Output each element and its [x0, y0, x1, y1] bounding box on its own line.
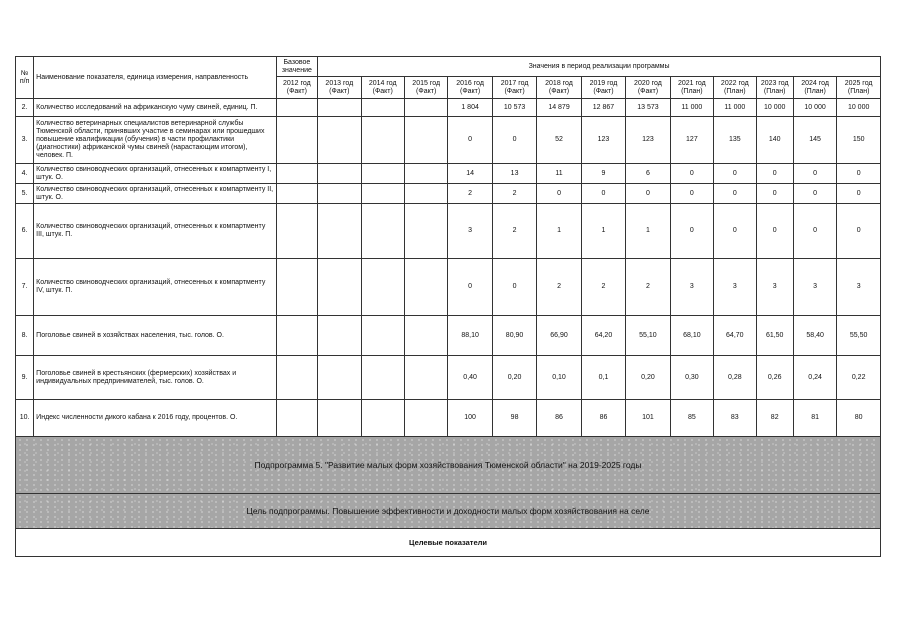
header-year: 2019 год (Факт) [581, 77, 625, 99]
targets-label: Целевые показатели [16, 529, 881, 557]
value-cell: 0,1 [581, 356, 625, 400]
value-cell: 0 [714, 184, 756, 204]
table-row [16, 400, 881, 437]
empty-cell [318, 400, 361, 437]
value-cell: 3 [670, 259, 713, 316]
value-cell: 0 [670, 184, 713, 204]
value-cell: 10 573 [492, 99, 536, 117]
empty-cell [404, 259, 447, 316]
header-year: 2023 год (План) [756, 77, 793, 99]
row-number: 2. [16, 99, 34, 117]
value-cell: 83 [714, 400, 756, 437]
empty-cell [361, 184, 404, 204]
value-cell: 1 [626, 204, 670, 259]
value-cell: 13 [492, 164, 536, 184]
header-year: 2020 год (Факт) [626, 77, 670, 99]
value-cell: 9 [581, 164, 625, 184]
header-year: 2013 год (Факт) [318, 77, 361, 99]
row-indicator-name: Количество ветеринарных специалистов ветеринарной службы Тюменской области, принявших участие в семинарах или прошедших повышение квалификации (обучения) в части профилактики (диагностики) африканской чумы свиней (нарастающим итогом), человек. П. [34, 117, 276, 164]
value-cell: 55,10 [626, 316, 670, 356]
row-number: 3. [16, 117, 34, 164]
empty-cell [404, 117, 447, 164]
empty-cell [404, 316, 447, 356]
value-cell: 0 [448, 259, 492, 316]
table-row [16, 356, 881, 400]
value-cell: 66,90 [537, 316, 581, 356]
header-year: 2018 год (Факт) [537, 77, 581, 99]
value-cell: 13 573 [626, 99, 670, 117]
value-cell: 0 [581, 184, 625, 204]
value-cell: 0,20 [492, 356, 536, 400]
empty-cell [276, 204, 317, 259]
value-cell: 0 [793, 164, 836, 184]
targets-label-row [16, 529, 881, 557]
header-year: 2015 год (Факт) [404, 77, 447, 99]
value-cell: 85 [670, 400, 713, 437]
value-cell: 2 [492, 204, 536, 259]
row-number: 9. [16, 356, 34, 400]
value-cell: 145 [793, 117, 836, 164]
table-row [16, 316, 881, 356]
value-cell: 140 [756, 117, 793, 164]
value-cell: 0,20 [626, 356, 670, 400]
value-cell: 0,28 [714, 356, 756, 400]
value-cell: 0 [756, 184, 793, 204]
subprogram-title-row [16, 437, 881, 494]
value-cell: 2 [492, 184, 536, 204]
value-cell: 123 [581, 117, 625, 164]
value-cell: 127 [670, 117, 713, 164]
empty-cell [318, 204, 361, 259]
empty-cell [361, 316, 404, 356]
row-indicator-name: Поголовье свиней в хозяйствах населения, тыс. голов. О. [34, 316, 276, 356]
value-cell: 10 000 [756, 99, 793, 117]
value-cell: 0 [756, 204, 793, 259]
empty-cell [276, 259, 317, 316]
value-cell: 0 [714, 164, 756, 184]
value-cell: 1 [581, 204, 625, 259]
row-indicator-name: Индекс численности дикого кабана к 2016 году, процентов. О. [34, 400, 276, 437]
value-cell: 2 [581, 259, 625, 316]
table-row [16, 184, 881, 204]
row-indicator-name: Количество исследований на африканскую чуму свиней, единиц. П. [34, 99, 276, 117]
row-number: 8. [16, 316, 34, 356]
value-cell: 86 [581, 400, 625, 437]
value-cell: 64,20 [581, 316, 625, 356]
value-cell: 58,40 [793, 316, 836, 356]
value-cell: 3 [756, 259, 793, 316]
value-cell: 0 [670, 204, 713, 259]
value-cell: 86 [537, 400, 581, 437]
value-cell: 0,24 [793, 356, 836, 400]
value-cell: 0 [492, 117, 536, 164]
value-cell: 0,40 [448, 356, 492, 400]
row-number: 5. [16, 184, 34, 204]
value-cell: 135 [714, 117, 756, 164]
empty-cell [318, 356, 361, 400]
value-cell: 0 [837, 204, 881, 259]
header-year: 2014 год (Факт) [361, 77, 404, 99]
empty-cell [361, 99, 404, 117]
value-cell: 0 [756, 164, 793, 184]
header-base: Базовое значение [276, 57, 317, 77]
value-cell: 3 [793, 259, 836, 316]
value-cell: 88,10 [448, 316, 492, 356]
value-cell: 12 867 [581, 99, 625, 117]
value-cell: 101 [626, 400, 670, 437]
value-cell: 0,10 [537, 356, 581, 400]
table-row [16, 164, 881, 184]
value-cell: 0,26 [756, 356, 793, 400]
value-cell: 0 [670, 164, 713, 184]
empty-cell [276, 316, 317, 356]
value-cell: 98 [492, 400, 536, 437]
value-cell: 2 [448, 184, 492, 204]
value-cell: 11 [537, 164, 581, 184]
empty-cell [318, 316, 361, 356]
value-cell: 68,10 [670, 316, 713, 356]
value-cell: 55,50 [837, 316, 881, 356]
header-period: Значения в период реализации программы [318, 57, 881, 77]
empty-cell [276, 184, 317, 204]
value-cell: 61,50 [756, 316, 793, 356]
value-cell: 10 000 [837, 99, 881, 117]
empty-cell [404, 400, 447, 437]
table-row [16, 204, 881, 259]
value-cell: 123 [626, 117, 670, 164]
header-year: 2024 год (План) [793, 77, 836, 99]
value-cell: 0 [714, 204, 756, 259]
empty-cell [361, 400, 404, 437]
row-indicator-name: Количество свиноводческих организаций, отнесенных к компартменту II, штук. О. [34, 184, 276, 204]
value-cell: 82 [756, 400, 793, 437]
value-cell: 100 [448, 400, 492, 437]
value-cell: 3 [714, 259, 756, 316]
empty-cell [361, 164, 404, 184]
value-cell: 2 [537, 259, 581, 316]
empty-cell [361, 259, 404, 316]
value-cell: 150 [837, 117, 881, 164]
value-cell: 0 [837, 164, 881, 184]
empty-cell [276, 400, 317, 437]
table-row [16, 117, 881, 164]
value-cell: 6 [626, 164, 670, 184]
value-cell: 52 [537, 117, 581, 164]
row-number: 10. [16, 400, 34, 437]
table-row [16, 99, 881, 117]
value-cell: 14 [448, 164, 492, 184]
row-indicator-name: Количество свиноводческих организаций, отнесенных к компартменту IV, штук. П. [34, 259, 276, 316]
value-cell: 0 [492, 259, 536, 316]
empty-cell [318, 259, 361, 316]
subprogram-title: Подпрограмма 5. "Развитие малых форм хозяйствования Тюменской области" на 2019-2025 годы [16, 437, 881, 494]
empty-cell [361, 204, 404, 259]
value-cell: 80,90 [492, 316, 536, 356]
subprogram-goal-row [16, 494, 881, 529]
header-year: 2016 год (Факт) [448, 77, 492, 99]
row-number: 4. [16, 164, 34, 184]
value-cell: 1 [537, 204, 581, 259]
table-row [16, 259, 881, 316]
value-cell: 11 000 [670, 99, 713, 117]
header-num: № п/п [16, 57, 34, 99]
row-number: 7. [16, 259, 34, 316]
header-name: Наименование показателя, единица измерения, направленность [34, 57, 276, 99]
empty-cell [404, 164, 447, 184]
value-cell: 0 [448, 117, 492, 164]
empty-cell [276, 117, 317, 164]
value-cell: 81 [793, 400, 836, 437]
empty-cell [318, 164, 361, 184]
value-cell: 2 [626, 259, 670, 316]
empty-cell [404, 356, 447, 400]
empty-cell [318, 184, 361, 204]
value-cell: 0 [837, 184, 881, 204]
empty-cell [318, 117, 361, 164]
value-cell: 64,70 [714, 316, 756, 356]
empty-cell [276, 164, 317, 184]
row-indicator-name: Количество свиноводческих организаций, отнесенных к компартменту I, штук. О. [34, 164, 276, 184]
header-year: 2021 год (План) [670, 77, 713, 99]
subprogram-goal: Цель подпрограммы. Повышение эффективности и доходности малых форм хозяйствования на селе [16, 494, 881, 529]
value-cell: 10 000 [793, 99, 836, 117]
header-year: 2012 год (Факт) [276, 77, 317, 99]
value-cell: 0 [793, 184, 836, 204]
empty-cell [404, 99, 447, 117]
empty-cell [276, 356, 317, 400]
value-cell: 0 [626, 184, 670, 204]
row-indicator-name: Поголовье свиней в крестьянских (фермерских) хозяйствах и индивидуальных предпринимателей, тыс. голов. О. [34, 356, 276, 400]
value-cell: 0,30 [670, 356, 713, 400]
header-year: 2022 год (План) [714, 77, 756, 99]
value-cell: 3 [448, 204, 492, 259]
indicators-table [15, 56, 881, 557]
value-cell: 0,22 [837, 356, 881, 400]
value-cell: 3 [837, 259, 881, 316]
value-cell: 14 879 [537, 99, 581, 117]
empty-cell [276, 99, 317, 117]
value-cell: 11 000 [714, 99, 756, 117]
empty-cell [404, 184, 447, 204]
value-cell: 1 804 [448, 99, 492, 117]
empty-cell [361, 117, 404, 164]
header-year: 2017 год (Факт) [492, 77, 536, 99]
row-indicator-name: Количество свиноводческих организаций, отнесенных к компартменту III, штук. П. [34, 204, 276, 259]
empty-cell [361, 356, 404, 400]
row-number: 6. [16, 204, 34, 259]
header-year: 2025 год (План) [837, 77, 881, 99]
empty-cell [318, 99, 361, 117]
value-cell: 80 [837, 400, 881, 437]
value-cell: 0 [537, 184, 581, 204]
empty-cell [404, 204, 447, 259]
value-cell: 0 [793, 204, 836, 259]
